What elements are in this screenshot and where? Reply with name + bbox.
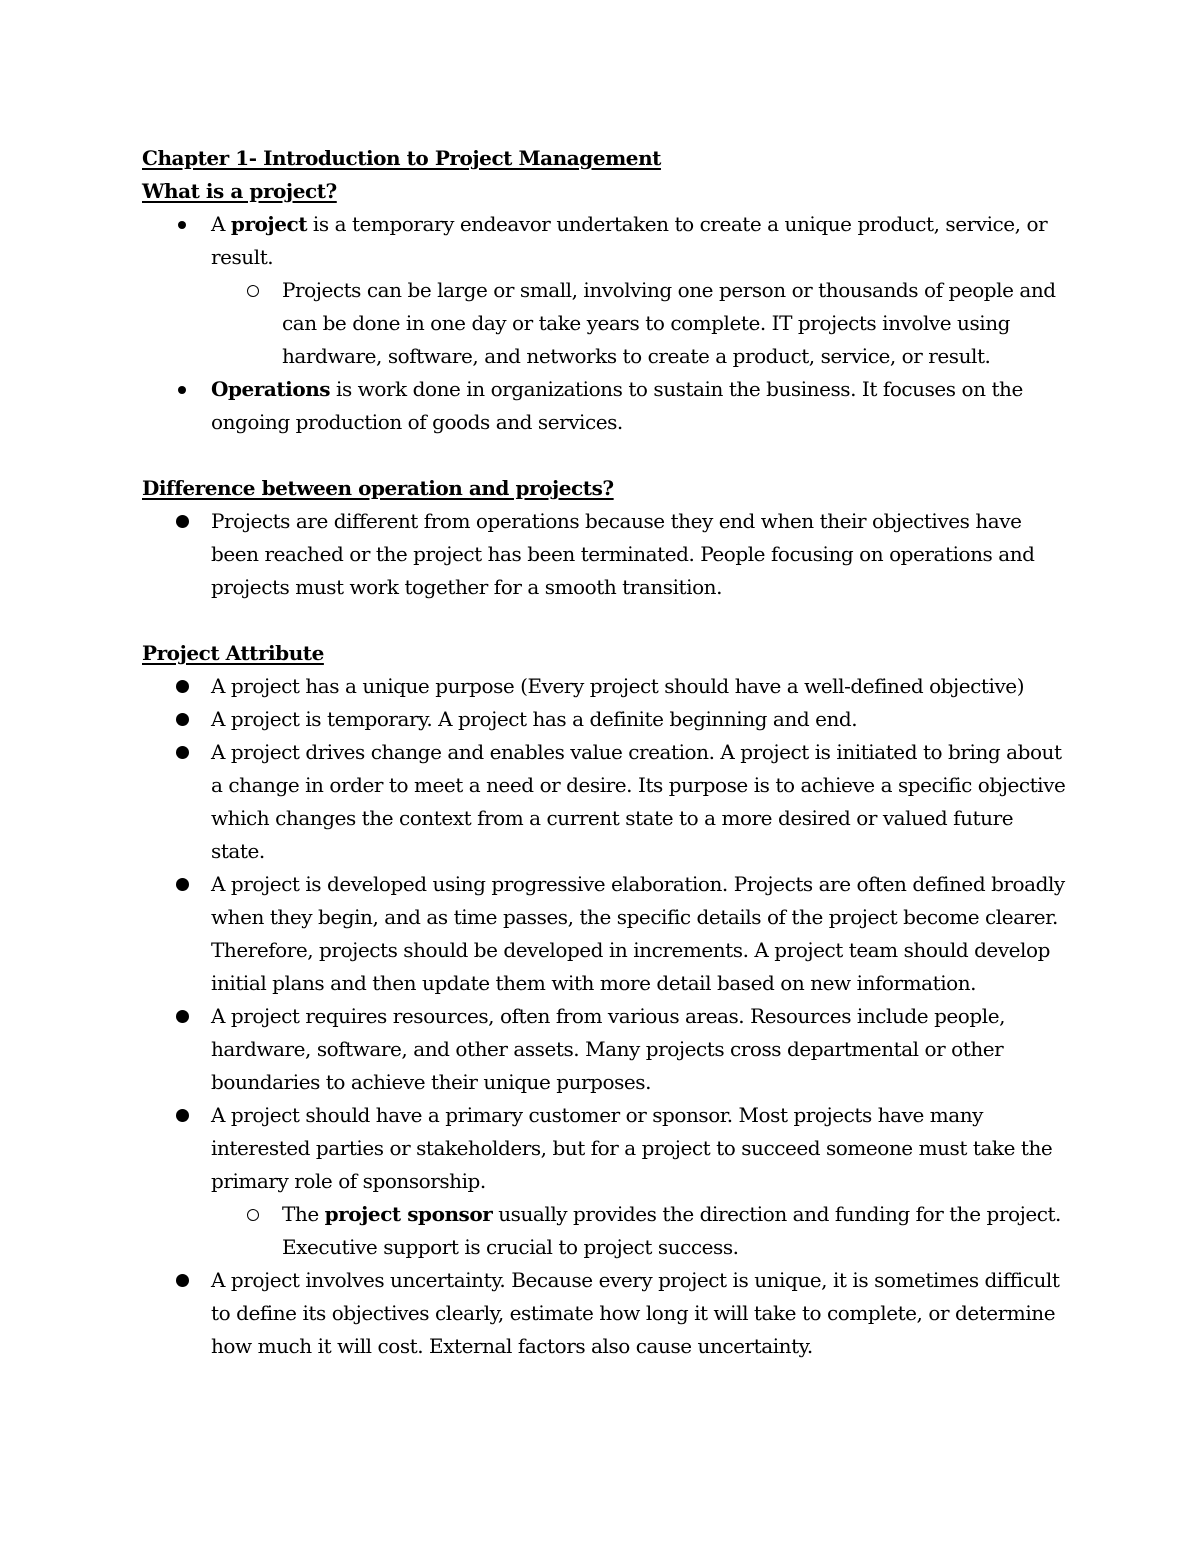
attribute-list [142,670,1072,1363]
list-item [211,1000,1072,1099]
item-text: A project is temporary. A project has a definite beginning and end. [211,707,858,731]
item-text: is a temporary endeavor undertaken to create a unique product, service, or result. [211,212,1048,269]
list-item [211,868,1072,1000]
item-text: A project drives change and enables value creation. A project is initiated to bring about a change in order to meet a need or desire. Its purpose is to achieve a specific objective which changes the context from a current state to a more desired or valued future state. [211,740,1066,863]
list-item-project-definition [211,208,1072,373]
item-text: Projects are different from operations because they end when their objectives have been reached or the project has been terminated. People focusing on operations and projects must work together for a smooth transition. [211,509,1035,599]
item-text: usually provides the direction and funding for the project. Executive support is crucial to project success. [282,1202,1061,1259]
spacer [142,604,1072,637]
bullet-ring-icon [243,274,263,307]
section-heading-difference: Difference between operation and projects? [142,476,614,500]
bullet-dot-icon [172,868,192,901]
item-text: A project involves uncertainty. Because every project is unique, it is sometimes difficult to define its objectives clearly, estimate how long it will take to complete, or determine how much it will cost. External factors also cause uncertainty. [211,1268,1060,1358]
bullet-dot-icon [172,505,192,538]
bullet-dot-icon [172,1000,192,1033]
term-project: project [230,212,307,236]
project-definition-list [142,208,1072,439]
item-text: A project is developed using progressive elaboration. Projects are often defined broadly when they begin, and as time passes, the specific details of the project become clearer. Therefore, projects should be developed in increments. A project team should develop initial plans and then update them with more detail based on new information. [211,872,1065,995]
sublist-item-project-size [282,274,1072,373]
bullet-dot-icon [172,373,192,406]
list-item [211,1099,1072,1264]
item-prefix: A [211,212,231,236]
item-text: A project has a unique purpose (Every project should have a well-defined objective) [211,674,1025,698]
item-prefix: The [282,1202,325,1226]
difference-list [142,505,1072,604]
project-sublist [211,274,1072,373]
list-item [211,670,1072,703]
list-item [211,505,1072,604]
section-heading-what-is-a-project: What is a project? [142,179,337,203]
section-heading-project-attribute: Project Attribute [142,641,324,665]
document-page [142,142,1072,1363]
bullet-dot-icon [172,1099,192,1132]
list-item [211,703,1072,736]
bullet-dot-icon [172,1264,192,1297]
spacer [142,439,1072,472]
bullet-dot-icon [172,208,192,241]
item-text: Projects can be large or small, involving one person or thousands of people and can be done in one day or take years to complete. IT projects involve using hardware, software, and networks to create a product, service, or result. [282,278,1056,368]
item-text: A project requires resources, often from various areas. Resources include people, hardware, software, and other assets. Many projects cross departmental or other boundaries to achieve their unique purposes. [211,1004,1005,1094]
term-operations: Operations [211,377,331,401]
bullet-ring-icon [243,1198,263,1231]
list-item [211,1264,1072,1363]
doc-title: Chapter 1- Introduction to Project Management [142,146,661,170]
term-project-sponsor: project sponsor [324,1202,493,1226]
bullet-dot-icon [172,703,192,736]
bullet-dot-icon [172,736,192,769]
sponsor-sublist [211,1198,1072,1264]
bullet-dot-icon [172,670,192,703]
list-item [211,736,1072,868]
sublist-item-project-sponsor [282,1198,1072,1264]
list-item-operations-definition [211,373,1072,439]
item-text: is work done in organizations to sustain the business. It focuses on the ongoing production of goods and services. [211,377,1023,434]
item-text: A project should have a primary customer or sponsor. Most projects have many interested parties or stakeholders, but for a project to succeed someone must take the primary role of sponsorship. [211,1103,1053,1193]
